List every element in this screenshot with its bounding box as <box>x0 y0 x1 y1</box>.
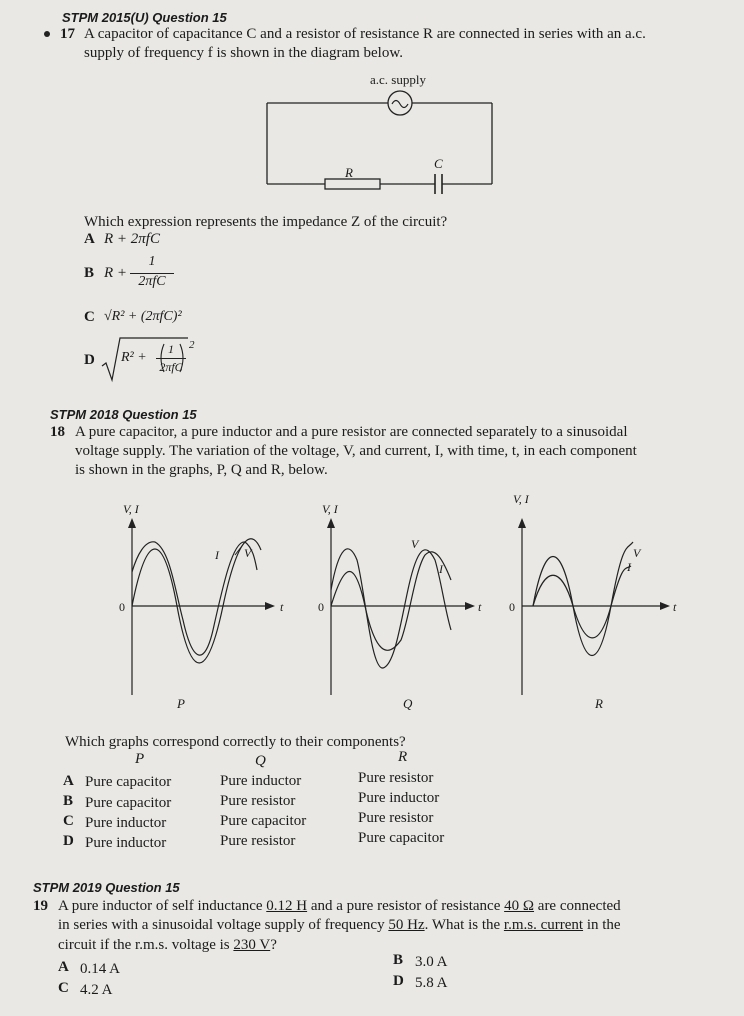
inductance-value: 0.12 H <box>266 898 308 914</box>
curve-i <box>132 542 257 655</box>
q19-text: circuit if the r.m.s. voltage is <box>58 937 230 953</box>
graph-r-origin: 0 <box>509 600 515 614</box>
q19-text: . What is the <box>424 917 501 933</box>
q17-option-d-exponent: 2 <box>189 339 195 351</box>
graph-r-axis-x: t <box>673 600 677 614</box>
q17-option-d-denominator: 2πfC <box>159 360 183 374</box>
ac-supply-label: a.c. supply <box>370 72 426 87</box>
q19-text: ? <box>270 937 277 953</box>
y-axis-arrow <box>518 518 526 528</box>
q17-option-d-letter: D <box>84 352 95 368</box>
q19-text: in series with a sinusoidal voltage supply of frequency <box>58 917 385 933</box>
x-axis-arrow <box>265 602 275 610</box>
table-cell: Pure resistor <box>220 833 296 849</box>
graph-p-origin: 0 <box>119 600 125 614</box>
q17-option-b-prefix: R + <box>104 265 128 281</box>
curve-v <box>533 542 633 656</box>
table-row-a-letter: A <box>63 773 74 789</box>
y-axis-arrow <box>327 518 335 528</box>
graph-q-origin: 0 <box>318 600 324 614</box>
table-cell: Pure capacitor <box>85 774 172 790</box>
table-cell: Pure capacitor <box>220 813 307 829</box>
resistor-label: R <box>345 165 353 180</box>
graph-q-name: Q <box>403 696 413 711</box>
graph-r-canvas <box>505 490 690 710</box>
q19-text: A pure inductor of self inductance <box>58 898 263 914</box>
table-cell: Pure resistor <box>358 770 434 786</box>
graph-p-label-v: V <box>244 546 252 560</box>
bullet-mark <box>44 31 50 37</box>
q19-source-header: STPM 2019 Question 15 <box>33 880 180 895</box>
x-axis-arrow <box>660 602 670 610</box>
table-header-p: P <box>135 751 145 767</box>
graph-q-canvas <box>305 490 490 710</box>
circuit-diagram <box>260 88 500 198</box>
q19-text: in the <box>586 917 621 933</box>
q17-number: 17 <box>60 26 75 42</box>
table-header-r: R <box>398 749 408 765</box>
q19-text: are connected <box>537 898 621 914</box>
q18-stem-line1: A pure capacitor, a pure inductor and a pure resistor are connected separately to a sinusoidal <box>75 424 628 440</box>
q17-option-c-letter: C <box>84 309 95 325</box>
y-axis-arrow <box>128 518 136 528</box>
q19-number: 19 <box>33 898 48 914</box>
graph-q-axis-x: t <box>478 600 482 614</box>
table-cell: Pure inductor <box>358 790 440 806</box>
rms-current-text: r.m.s. current <box>503 917 584 933</box>
table-row-c-letter: C <box>63 813 74 829</box>
q17-option-b-letter: B <box>84 265 95 281</box>
q17-option-c-expr: √R² + (2πfC)² <box>104 309 182 324</box>
q19-option-c-value: 4.2 A <box>80 982 113 998</box>
graph-q-axis-y: V, I <box>322 502 338 516</box>
q17-question: Which expression represents the impedance Z of the circuit? <box>84 214 448 230</box>
q18-question: Which graphs correspond correctly to their components? <box>65 734 406 750</box>
curve-v <box>132 539 261 663</box>
graph-p-axis-x: t <box>280 600 284 614</box>
graph-p-axis-y: V, I <box>123 502 139 516</box>
graph-p-canvas <box>115 490 290 710</box>
q17-option-a-expr: R + 2πfC <box>104 231 160 247</box>
table-cell: Pure resistor <box>220 793 296 809</box>
q18-stem-line3: is shown in the graphs, P, Q and R, below. <box>75 462 328 478</box>
q17-option-d-prefix: R² + <box>121 350 147 365</box>
q19-text: and a pure resistor of resistance <box>310 898 501 914</box>
capacitor-label: C <box>434 156 443 171</box>
q19-option-b-value: 3.0 A <box>415 954 448 970</box>
q19-option-a-letter: A <box>58 959 69 975</box>
q17-source-header: STPM 2015(U) Question 15 <box>62 10 227 25</box>
table-cell: Pure inductor <box>220 773 302 789</box>
graph-r-label-v: V <box>633 546 641 560</box>
table-cell: Pure resistor <box>358 810 434 826</box>
x-axis-arrow <box>465 602 475 610</box>
q19-option-b-letter: B <box>393 952 404 968</box>
q17-stem-line2: supply of frequency f is shown in the diagram below. <box>84 45 403 61</box>
q18-number: 18 <box>50 424 65 440</box>
graph-q-label-i: I <box>439 562 443 576</box>
graph-p-name: P <box>177 696 185 711</box>
table-cell: Pure capacitor <box>85 795 172 811</box>
graph-p <box>115 490 290 710</box>
resistance-value: 40 Ω <box>504 898 535 914</box>
q17-option-a-letter: A <box>84 231 95 247</box>
q19-option-d-letter: D <box>393 973 404 989</box>
graph-r-label-i: I <box>627 560 631 574</box>
table-cell: Pure capacitor <box>358 830 445 846</box>
q19-option-a-value: 0.14 A <box>80 961 121 977</box>
graph-q <box>305 490 490 710</box>
frequency-value: 50 Hz <box>388 917 425 933</box>
fraction-bar <box>156 358 186 359</box>
graph-p-label-i: I <box>215 548 219 562</box>
table-cell: Pure inductor <box>85 835 167 851</box>
q19-stem-line2 <box>58 915 621 935</box>
q18-stem-line2: voltage supply. The variation of the voltage, V, and current, I, with time, t, in each component <box>75 443 637 459</box>
table-cell: Pure inductor <box>85 815 167 831</box>
graph-r <box>505 490 690 710</box>
graph-r-name: R <box>595 696 603 711</box>
q19-stem-line3 <box>58 935 277 955</box>
q19-option-d-value: 5.8 A <box>415 975 448 991</box>
graph-r-axis-y: V, I <box>513 492 529 506</box>
table-row-d-letter: D <box>63 833 74 849</box>
q17-stem-line1: A capacitor of capacitance C and a resistor of resistance R are connected in series with an a.c. <box>84 26 646 42</box>
q19-option-c-letter: C <box>58 980 69 996</box>
graph-q-label-v: V <box>411 537 419 551</box>
q17-option-b-denominator: 2πfC <box>138 274 166 289</box>
table-row-b-letter: B <box>63 793 74 809</box>
q18-source-header: STPM 2018 Question 15 <box>50 407 197 422</box>
q17-option-d-numerator: 1 <box>168 342 174 356</box>
voltage-value: 230 V <box>233 937 271 953</box>
curve-i <box>331 552 451 650</box>
table-header-q: Q <box>255 753 266 769</box>
q17-option-b-numerator: 1 <box>148 254 156 269</box>
q19-stem-line1 <box>58 896 621 916</box>
